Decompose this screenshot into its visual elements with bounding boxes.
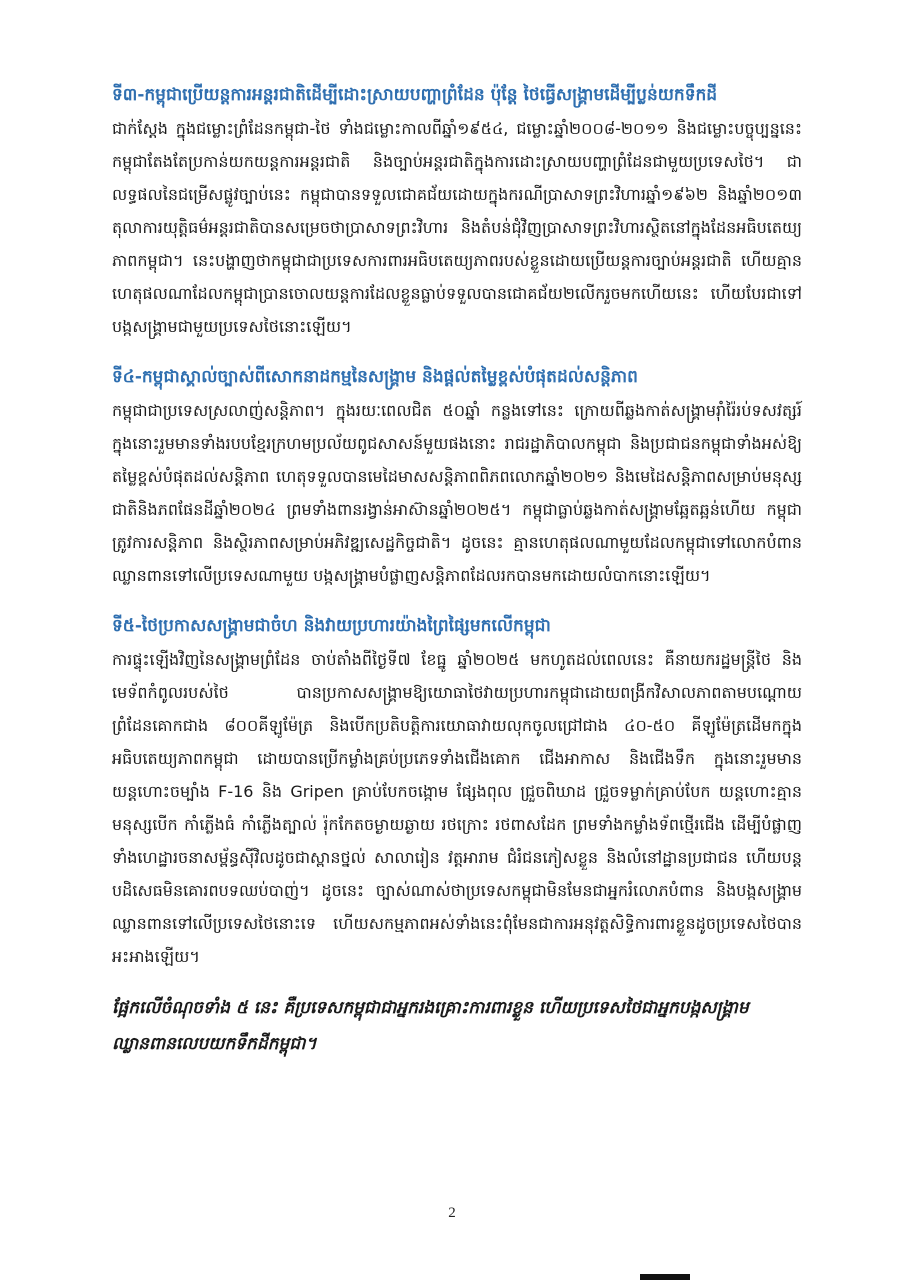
section-body: ជាក់ស្តែង ក្នុងជម្លោះព្រំដែនកម្ពុជា-ថៃ ទាំងជម្លោះកាលពីឆ្នាំ១៩៥៤, ជម្លោះឆ្នាំ២០០៨-២០១១ និងជម្លោះបច្ចុប្បន្ននេះ កម្ពុជាតែងតែប្រកាន់យកយន្តការអន្តរជាតិ និងច្បាប់អន្តរជាតិក្នុងការដោះស្រាយបញ្ហាព្រំដែនជាមួយប្រទេសថៃ។ ជាលទ្ធផលនៃជម្រើសផ្លូវច្បាប់នេះ កម្ពុជាបានទទួលជោគជ័យដោយក្នុងករណីប្រាសាទព្រះវិហារឆ្នាំ១៩៦២ និងឆ្នាំ២០១៣ តុលាការយុត្តិធម៌អន្តរជាតិបានសម្រេចថាប្រាសាទព្រះវិហារ និងតំបន់ជុំវិញប្រាសាទព្រះវិហារស្ថិតនៅក្នុងដែនអធិបតេយ្យភាពកម្ពុជា។ នេះបង្ហាញថាកម្ពុជាជាប្រទេសការពារអធិបតេយ្យភាពរបស់ខ្លួនដោយប្រើយន្តការច្បាប់អន្តរជាតិ ហើយគ្មានហេតុផលណាដែលកម្ពុជាប្រានចោលយន្តការដែលខ្លួនធ្លាប់ទទួលបានជោគជ័យ២លើករួចមកហើយនេះ ហើយបែរជាទៅបង្កសង្គ្រាមជាមួយប្រទេសថៃនោះឡើយ។	[112, 119, 802, 336]
page-number: 2	[448, 1205, 456, 1221]
section-3	[112, 78, 802, 343]
section-heading: ទី៥-ថៃប្រកាសសង្គ្រាមជាចំហ និងវាយប្រហារយ៉ាងព្រៃផ្សៃមកលើកម្ពុជា	[112, 616, 551, 636]
section-5	[112, 609, 802, 973]
section-4	[112, 360, 802, 592]
section-heading: ទី៤-កម្ពុជាស្គាល់ច្បាស់ពីសោកនាដកម្មនៃសង្គ្រាម និងផ្តល់តម្លៃខ្ពស់បំផុតដល់សន្តិភាព	[112, 367, 638, 387]
conclusion-statement: ផ្អែកលើចំណុចទាំង ៥ នេះ គឺប្រទេសកម្ពុជាជាអ្នករងគ្រោះការពារខ្លួន ហើយប្រទេសថៃជាអ្នកបង្កសង្គ្រាមឈ្លានពានលេបយកទឹកដីកម្ពុជា។	[112, 998, 749, 1054]
document-page	[112, 78, 802, 1062]
section-heading: ទី៣-កម្ពុជាប្រើយន្តការអន្តរជាតិដើម្បីដោះស្រាយបញ្ហាព្រំដែន ប៉ុន្តែ ថៃធ្វើសង្គ្រាមដើម្បីប្លន់យកទឹកដី	[112, 85, 718, 105]
bottom-edge-mark	[640, 1274, 690, 1280]
section-body: កម្ពុជាជាប្រទេសស្រលាញ់សន្តិភាព។ ក្នុងរយៈពេលជិត ៥០ឆ្នាំ កន្លងទៅនេះ ក្រោយពីឆ្លងកាត់សង្គ្រាមរ៉ាំរ៉ៃរប់ទសវត្សរ៍ ក្នុងនោះរួមមានទាំងរបបខ្មែរក្រហមប្រល័យពូជសាសន៍មួយផងនោះ រាជរដ្ឋាភិបាលកម្ពុជា និងប្រជាជនកម្ពុជាទាំងអស់ឱ្យតម្លៃខ្ពស់បំផុតដល់សន្តិភាព ហេតុទទួលបានមេដៃមាសសន្តិភាពពិភពលោកឆ្នាំ២០២១ និងមេដៃសន្តិភាពសម្រាប់មនុស្សជាតិនិងភពផែនដីឆ្នាំ២០២៤ ព្រមទាំងពានរង្វាន់អាស៊ានឆ្នាំ២០២៥។ កម្ពុជាធ្លាប់ឆ្លងកាត់សង្គ្រាមឆ្អែតឆ្អន់ហើយ កម្ពុជាត្រូវការសន្តិភាព និងស្ថិរភាពសម្រាប់អភិវឌ្ឍសេដ្ឋកិច្ចជាតិ។ ដូចនេះ គ្មានហេតុផលណាមួយដែលកម្ពុជាទៅលោកបំពានឈ្លានពានទៅលើប្រទេសណាមួយ បង្កសង្គ្រាមបំផ្លាញសន្តិភាពដែលរកបានមកដោយលំបាកនោះឡើយ។	[112, 401, 802, 585]
section-body: ការផ្ទុះឡើងវិញនៃសង្គ្រាមព្រំដែន ចាប់តាំងពីថ្ងៃទី៧ ខែធ្នូ ឆ្នាំ២០២៥ មកហូតដល់ពេលនេះ គឺនាយករដ្ឋមន្ត្រីថៃ និងមេទ័ពកំពូលរបស់ថៃ បានប្រកាសសង្គ្រាមឱ្យយោធាថៃវាយប្រហារកម្ពុជាដោយពង្រីកវិសាលភាពតាមបណ្តោយព្រំដែនគោកជាង ៨០០គីឡូម៉ែត្រ និងបើកប្រតិបត្តិការយោធាវាយលុកចូលជ្រៅជាង ៤០-៥០ គីឡូម៉ែត្រដើមកក្នុងអធិបតេយ្យភាពកម្ពុជា ដោយបានប្រើកម្លាំងគ្រប់ប្រភេទទាំងជើងគោក ជើងអាកាស និងជើងទឹក ក្នុងនោះរួមមានយន្តហោះចម្បាំង F-16 និង Gripen គ្រាប់បែកចង្កោម ផ្សែងពុល ជ្រួចពិឃាដ ជ្រួចទម្លាក់គ្រាប់បែក យន្តហោះគ្មានមនុស្សបើក កាំភ្លើងធំ កាំភ្លើងត្បាល់ រ៉ុកកែតចម្ងាយឆ្ងាយ រថក្រោះ រថពាសដែក ព្រមទាំងកម្លាំងទ័ពថ្មើរជើង ដើម្បីបំផ្លាញទាំងហេដ្ឋារចនាសម្ព័ន្ធស៊ីវិលដូចជាស្ពានថ្នល់ សាលារៀន វត្តអារាម ជំរំជនភៀសខ្លួន និងលំនៅដ្ឋានប្រជាជន ហើយបន្តបដិសេធមិនគោរពបទឈប់បាញ់។ ដូចនេះ ច្បាស់ណាស់ថាប្រទេសកម្ពុជាមិនមែនជាអ្នករំលោភបំពាន និងបង្កសង្គ្រាមឈ្លានពានទៅលើប្រទេសថៃនោះទេ ហើយសកម្មភាពអស់ទាំងនេះពុំមែនជាការអនុវត្តសិទ្ធិការពារខ្លួនដូចប្រទេសថៃបានអះអាងឡើយ។	[112, 650, 802, 966]
